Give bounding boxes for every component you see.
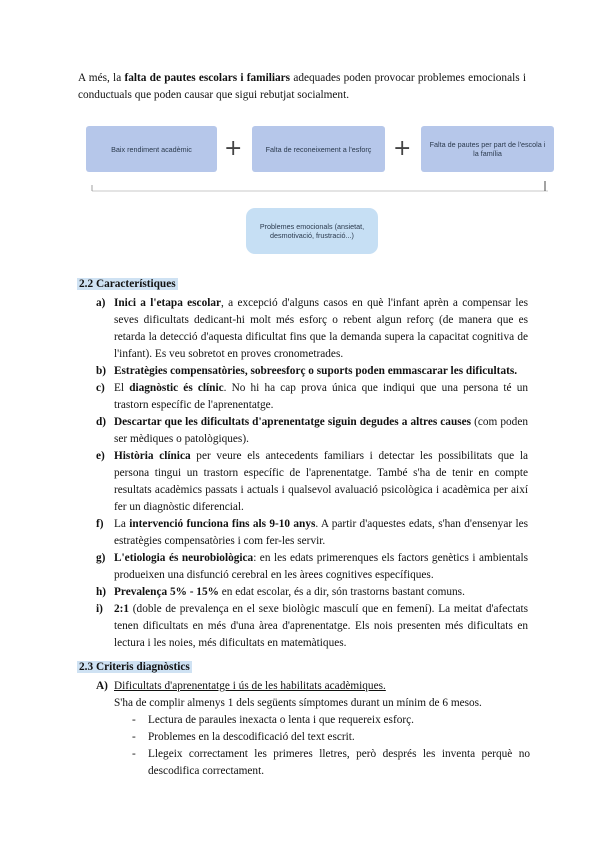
criteria-a-block xyxy=(80,678,530,780)
item-bold-text: Història clínica xyxy=(114,450,191,462)
bullet-text: Problemes en la descodificació del text escrit. xyxy=(148,731,355,743)
item-pre-text: La xyxy=(114,518,130,530)
characteristic-item xyxy=(80,363,528,380)
criteria-a-bullets xyxy=(80,712,530,780)
bullet-text: Llegeix correctament les primeres lletres, però després les inventa perquè no descodifica correctament. xyxy=(148,748,530,777)
item-text: (doble de prevalença en el sexe biològic masculí que en femení). La meitat d'afectats tenen dificultats en més d'una àrea d'aprenentatge. Els nois presenten més dificultats en lectura i les noies, més dificultats en matemàtiques. xyxy=(114,603,528,649)
item-marker: b) xyxy=(96,365,107,377)
item-bold-text: 2:1 xyxy=(114,603,130,615)
item-text: (com poden ser mèdiques o patològiques). xyxy=(114,416,528,445)
criteria-bullet xyxy=(80,746,530,780)
plus-sign-2: + xyxy=(393,136,412,161)
item-bold-text: Descartar que les dificultats d'aprenentatge siguin degudes a altres causes xyxy=(114,416,472,428)
item-text: . No hi ha cap prova única que indiqui que una persona té un trastorn específic de l'aprenentatge. xyxy=(114,382,529,411)
intro-pre: A més, la xyxy=(78,72,125,84)
diagram-box-lack-guidelines: Falta de pautes per part de l'escola i la família xyxy=(421,126,554,172)
characteristic-item xyxy=(80,584,528,601)
intro-bold: falta de pautes escolars i familiars xyxy=(124,72,291,84)
item-marker: c) xyxy=(96,382,105,394)
diagram-box-emotional-problems: Problemes emocionals (ansietat, desmotivació, frustració...) xyxy=(246,208,378,254)
bullet-dash: - xyxy=(132,748,136,760)
criteria-a-marker: A) xyxy=(96,680,108,692)
item-pre-text: El xyxy=(114,382,130,394)
item-text: per veure els antecedents familiars i detectar les possibilitats que la persona tingui un trastorn específic de l'aprenentatge. També s'ha de tenir en compte resultats acadèmics passats i actuals i qualsevol avaluació psicològica i acadèmica per així fer un diagnòstic diferencial. xyxy=(114,450,529,513)
item-bold-text: Estratègies compensatòries, sobreesforç o suports poden emmascarar les dificultats. xyxy=(114,365,518,377)
bullet-dash: - xyxy=(132,714,136,726)
section-title-characteristics: 2.2 Característiques xyxy=(79,278,176,290)
plus-sign-1: + xyxy=(224,136,243,161)
item-marker: d) xyxy=(96,416,107,428)
item-marker: i) xyxy=(96,603,103,615)
item-marker: a) xyxy=(96,297,106,309)
item-marker: g) xyxy=(96,552,106,564)
item-marker: h) xyxy=(96,586,107,598)
item-bold-text: intervenció funciona fins als 9-10 anys xyxy=(129,518,316,530)
characteristic-item xyxy=(80,414,528,448)
diagram-box-lack-recognition: Falta de reconeixement a l'esforç xyxy=(252,126,385,172)
section-title-diagnostic-criteria: 2.3 Criteris diagnòstics xyxy=(79,661,190,673)
item-bold-text: L'etiologia és neurobiològica xyxy=(114,552,254,564)
characteristic-item xyxy=(80,380,528,414)
item-text: : en les edats primerenques els factors genètics i ambientals produeixen una disfunció cerebral en les àrees cognitives específiques. xyxy=(114,552,528,581)
bullet-dash: - xyxy=(132,731,136,743)
intro-post: adequades poden provocar problemes emocionals i conductuals que poden causar que sigui rebutjat socialment. xyxy=(78,72,527,101)
criteria-a-description: S'ha de complir almenys 1 dels següents símptomes durant un mínim de 6 mesos. xyxy=(114,697,482,709)
item-marker: e) xyxy=(96,450,105,462)
characteristic-item xyxy=(80,516,528,550)
characteristic-item xyxy=(80,448,528,516)
item-text: en edat escolar, és a dir, són trastorns bastant comuns. xyxy=(218,586,465,598)
diagram-box-low-performance: Baix rendiment acadèmic xyxy=(86,126,217,172)
item-bold-text: Prevalença 5% - 15% xyxy=(114,586,219,598)
item-marker: f) xyxy=(96,518,104,530)
intro-paragraph xyxy=(78,70,526,104)
criteria-a-heading: Dificultats d'aprenentatge i ús de les habilitats acadèmiques. xyxy=(114,680,386,692)
item-text: , a excepció d'alguns casos en què l'infant aprèn a compensar les seves dificultats dedicant-hi molt més esforç o rebent algun reforç (de manera que es retarda la detecció d'aquesta dificultat fins que la demanda supera la capacitat cognitiva de l'infant). Es veu sobretot en proves cronometrades. xyxy=(114,297,528,360)
characteristics-list xyxy=(80,295,528,652)
characteristic-item xyxy=(80,601,528,652)
characteristic-item xyxy=(80,550,528,584)
bullet-text: Lectura de paraules inexacta o lenta i que requereix esforç. xyxy=(148,714,414,726)
item-bold-text: diagnòstic és clínic xyxy=(129,382,224,394)
item-text: . A partir d'aquestes edats, s'han d'ensenyar les estratègies compensatòries i com fer-les servir. xyxy=(114,518,528,547)
item-bold-text: Inici a l'etapa escolar xyxy=(114,297,222,309)
characteristic-item xyxy=(80,295,528,363)
criteria-bullet xyxy=(80,712,530,729)
criteria-bullet xyxy=(80,729,530,746)
